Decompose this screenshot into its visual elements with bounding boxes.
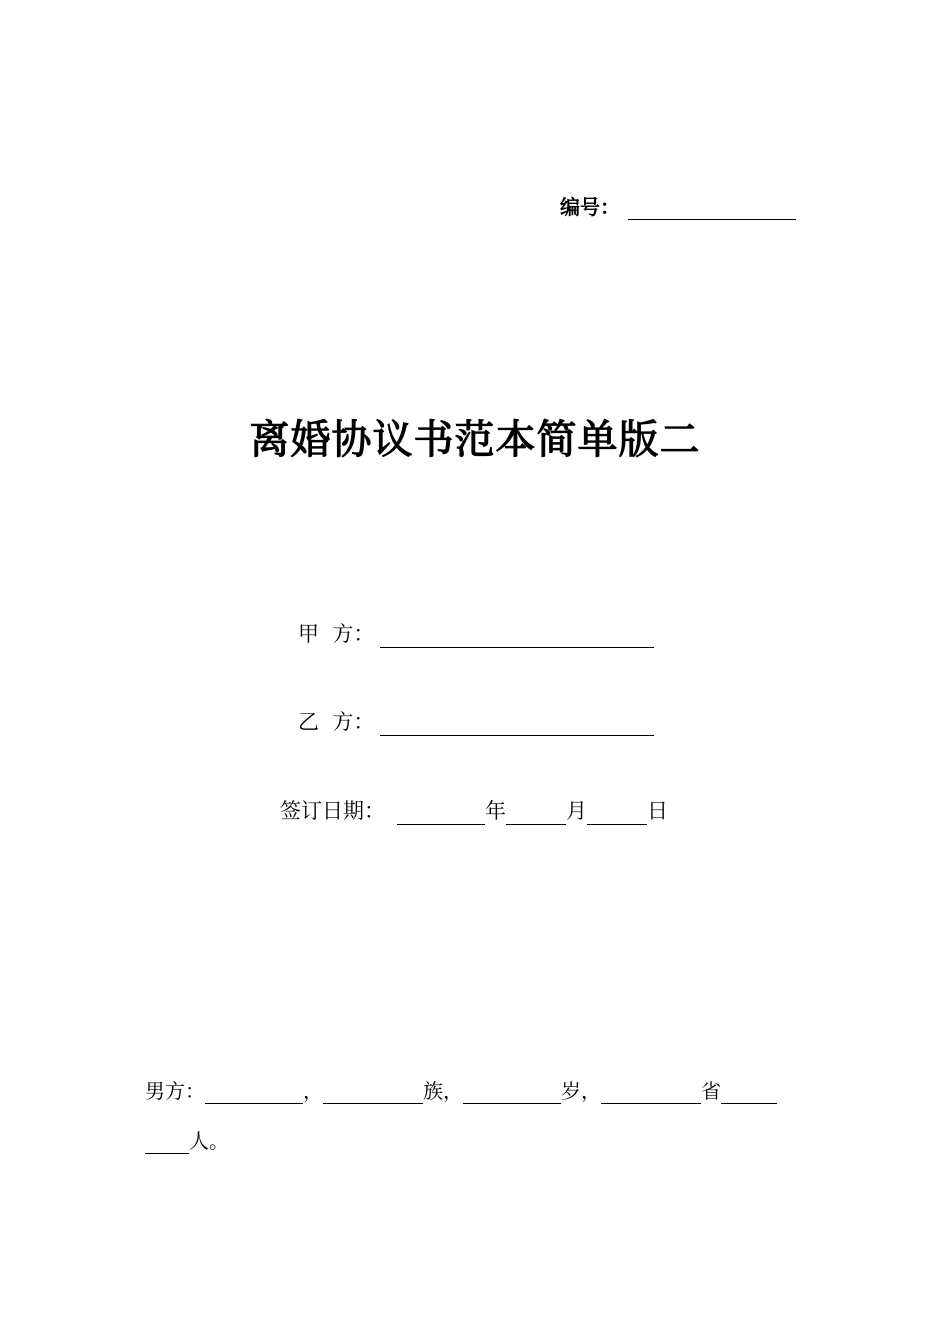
age-blank[interactable]: [463, 1083, 561, 1104]
province-label: 省: [701, 1079, 721, 1103]
age-label: 岁，: [561, 1079, 601, 1103]
serial-number-field: [560, 190, 810, 220]
ethnicity-label: 族，: [423, 1079, 463, 1103]
province-blank[interactable]: [601, 1083, 701, 1104]
male-label: 男方：: [145, 1079, 205, 1103]
serial-number-label: 编号：: [560, 195, 620, 219]
serial-number-blank[interactable]: [628, 197, 796, 220]
month-label: 月: [566, 799, 587, 823]
party-b-label: 乙 方：: [298, 710, 375, 734]
signing-date-label: 签订日期：: [280, 799, 385, 823]
signing-date-field: [280, 795, 700, 825]
year-label: 年: [485, 799, 506, 823]
male-party-line-continued: [145, 1124, 807, 1154]
month-blank[interactable]: [506, 802, 566, 825]
person-label: 人。: [189, 1129, 229, 1153]
day-label: 日: [647, 799, 668, 823]
year-blank[interactable]: [397, 802, 485, 825]
party-a-label: 甲 方：: [298, 622, 375, 646]
city-blank-continued[interactable]: [145, 1133, 189, 1154]
party-b-field: [298, 706, 658, 736]
male-party-line: [145, 1074, 807, 1104]
male-name-blank[interactable]: [205, 1083, 303, 1104]
party-a-field: [298, 618, 658, 648]
city-blank[interactable]: [721, 1083, 777, 1104]
party-b-blank[interactable]: [380, 713, 654, 736]
party-a-blank[interactable]: [380, 625, 654, 648]
ethnicity-blank[interactable]: [323, 1083, 423, 1104]
day-blank[interactable]: [587, 802, 647, 825]
comma-separator: ，: [303, 1079, 323, 1103]
document-title: 离婚协议书范本简单版二: [249, 417, 701, 463]
